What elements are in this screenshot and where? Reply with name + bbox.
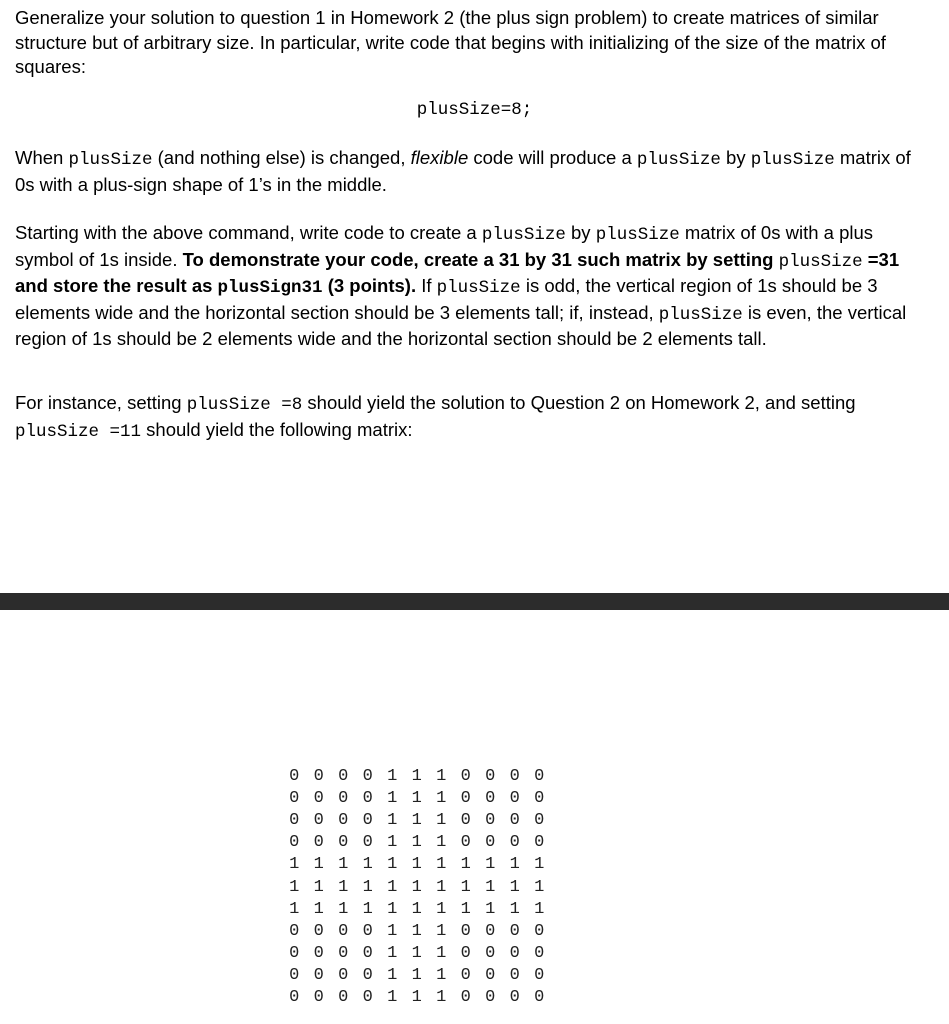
matrix-cell: 1 bbox=[436, 877, 447, 897]
matrix-cell: 0 bbox=[509, 788, 520, 808]
matrix-cell: 0 bbox=[313, 766, 324, 786]
matrix-cell: 0 bbox=[338, 988, 349, 1008]
matrix-cell: 0 bbox=[485, 921, 496, 941]
matrix-cell: 0 bbox=[460, 788, 471, 808]
matrix-cell: 0 bbox=[509, 921, 520, 941]
matrix-cell: 1 bbox=[411, 899, 422, 919]
code-plussize: plusSize bbox=[436, 278, 521, 298]
emphasis-flexible: flexible bbox=[410, 147, 469, 168]
flexible-code-paragraph bbox=[15, 146, 915, 197]
matrix-cell: 1 bbox=[313, 899, 324, 919]
matrix-cell: 1 bbox=[436, 966, 447, 986]
matrix-cell: 1 bbox=[411, 944, 422, 964]
matrix-cell: 0 bbox=[313, 966, 324, 986]
text-run: When bbox=[15, 147, 69, 168]
matrix-cell: 0 bbox=[534, 788, 545, 808]
example-matrix bbox=[282, 765, 552, 1009]
matrix-cell: 0 bbox=[509, 966, 520, 986]
matrix-cell: 1 bbox=[485, 877, 496, 897]
matrix-cell: 1 bbox=[485, 899, 496, 919]
code-value-8: =8 bbox=[270, 395, 303, 415]
text-run: by bbox=[720, 147, 751, 168]
matrix-cell: 1 bbox=[387, 944, 398, 964]
matrix-cell: 0 bbox=[460, 833, 471, 853]
matrix-cell: 0 bbox=[460, 766, 471, 786]
code-plussize: plusSize bbox=[778, 251, 863, 272]
matrix-cell: 1 bbox=[436, 810, 447, 830]
matrix-cell: 1 bbox=[387, 877, 398, 897]
matrix-row bbox=[282, 787, 552, 809]
matrix-cell: 1 bbox=[338, 899, 349, 919]
matrix-cell: 0 bbox=[338, 921, 349, 941]
matrix-cell: 1 bbox=[534, 899, 545, 919]
matrix-cell: 1 bbox=[289, 877, 300, 897]
code-plussize: plusSize bbox=[595, 225, 680, 245]
matrix-cell: 1 bbox=[411, 966, 422, 986]
text-run: is even, the vertical region of 1s should be 2 elements wide and the horizontal section should be 2 elements tall. bbox=[15, 301, 907, 349]
matrix-cell: 1 bbox=[411, 877, 422, 897]
matrix-cell: 0 bbox=[338, 766, 349, 786]
matrix-cell: 0 bbox=[362, 966, 373, 986]
code-plussize: plusSize bbox=[68, 150, 153, 170]
matrix-cell: 0 bbox=[460, 810, 471, 830]
matrix-cell: 0 bbox=[289, 944, 300, 964]
matrix-cell: 1 bbox=[387, 988, 398, 1008]
matrix-cell: 0 bbox=[362, 833, 373, 853]
matrix-cell: 0 bbox=[485, 944, 496, 964]
text-run: (and nothing else) is changed, bbox=[152, 147, 411, 168]
matrix-row bbox=[282, 765, 552, 787]
matrix-cell: 0 bbox=[362, 921, 373, 941]
matrix-cell: 1 bbox=[387, 899, 398, 919]
matrix-cell: 1 bbox=[436, 944, 447, 964]
matrix-cell: 1 bbox=[411, 921, 422, 941]
matrix-cell: 1 bbox=[509, 899, 520, 919]
matrix-cell: 0 bbox=[289, 988, 300, 1008]
matrix-cell: 1 bbox=[436, 855, 447, 875]
text-run: code will produce a bbox=[468, 147, 637, 168]
matrix-cell: 0 bbox=[509, 766, 520, 786]
matrix-cell: 0 bbox=[362, 788, 373, 808]
matrix-cell: 0 bbox=[460, 988, 471, 1008]
example-paragraph bbox=[15, 391, 915, 444]
matrix-cell: 1 bbox=[460, 877, 471, 897]
matrix-cell: 0 bbox=[534, 921, 545, 941]
matrix-row bbox=[282, 876, 552, 898]
matrix-cell: 0 bbox=[460, 966, 471, 986]
matrix-cell: 1 bbox=[362, 877, 373, 897]
matrix-cell: 0 bbox=[362, 810, 373, 830]
matrix-cell: 1 bbox=[387, 766, 398, 786]
matrix-cell: 1 bbox=[338, 877, 349, 897]
matrix-cell: 0 bbox=[338, 788, 349, 808]
matrix-cell: 1 bbox=[509, 877, 520, 897]
matrix-cell: 1 bbox=[387, 966, 398, 986]
matrix-cell: 1 bbox=[387, 810, 398, 830]
matrix-cell: 1 bbox=[436, 766, 447, 786]
matrix-cell: 0 bbox=[509, 988, 520, 1008]
intro-paragraph: Generalize your solution to question 1 in Homework 2 (the plus sign problem) to create matrices of similar structure but of arbitrary size. In particular, write code that begins with initializing of the size of the matrix of squares: bbox=[15, 7, 886, 77]
matrix-cell: 1 bbox=[338, 855, 349, 875]
matrix-cell: 0 bbox=[485, 833, 496, 853]
matrix-cell: 1 bbox=[387, 833, 398, 853]
matrix-cell: 0 bbox=[338, 810, 349, 830]
matrix-cell: 0 bbox=[338, 966, 349, 986]
matrix-cell: 1 bbox=[460, 899, 471, 919]
matrix-cell: 0 bbox=[338, 833, 349, 853]
matrix-row bbox=[282, 987, 552, 1009]
text-run: should yield the solution to Question 2 on Homework 2, and setting bbox=[302, 392, 856, 413]
matrix-cell: 0 bbox=[534, 833, 545, 853]
matrix-cell: 0 bbox=[289, 921, 300, 941]
text-run: should yield the following matrix: bbox=[141, 418, 413, 440]
matrix-cell: 1 bbox=[436, 833, 447, 853]
text-run: For instance, setting bbox=[15, 392, 187, 413]
matrix-cell: 0 bbox=[362, 766, 373, 786]
matrix-cell: 0 bbox=[338, 944, 349, 964]
code-plussize: plusSize bbox=[15, 421, 100, 442]
matrix-row bbox=[282, 832, 552, 854]
matrix-cell: 1 bbox=[509, 855, 520, 875]
matrix-row bbox=[282, 965, 552, 987]
matrix-cell: 0 bbox=[534, 766, 545, 786]
matrix-cell: 0 bbox=[313, 788, 324, 808]
matrix-cell: 0 bbox=[509, 810, 520, 830]
matrix-cell: 1 bbox=[411, 766, 422, 786]
matrix-row bbox=[282, 854, 552, 876]
matrix-cell: 0 bbox=[289, 788, 300, 808]
matrix-cell: 0 bbox=[362, 988, 373, 1008]
matrix-cell: 1 bbox=[411, 788, 422, 808]
instructions-paragraph bbox=[15, 221, 915, 352]
code-plussize: plusSize bbox=[658, 304, 743, 325]
matrix-cell: 1 bbox=[411, 855, 422, 875]
text-run: Starting with the above command, write code to create a bbox=[15, 222, 482, 243]
matrix-cell: 0 bbox=[534, 944, 545, 964]
matrix-cell: 0 bbox=[534, 810, 545, 830]
text-run: matrix of 0s with a plus-sign shape of 1’s in the middle. bbox=[15, 147, 911, 195]
matrix-cell: 1 bbox=[411, 988, 422, 1008]
matrix-cell: 1 bbox=[436, 899, 447, 919]
matrix-cell: 1 bbox=[485, 855, 496, 875]
text-run: by bbox=[565, 222, 596, 243]
matrix-cell: 0 bbox=[534, 988, 545, 1008]
matrix-cell: 0 bbox=[313, 833, 324, 853]
matrix-cell: 0 bbox=[460, 921, 471, 941]
matrix-cell: 0 bbox=[460, 944, 471, 964]
matrix-cell: 0 bbox=[509, 833, 520, 853]
matrix-cell: 0 bbox=[313, 810, 324, 830]
matrix-cell: 0 bbox=[289, 833, 300, 853]
matrix-cell: 1 bbox=[289, 899, 300, 919]
matrix-cell: 1 bbox=[387, 921, 398, 941]
text-run: matrix of 0s with a plus symbol of 1s inside. bbox=[15, 222, 874, 270]
matrix-cell: 0 bbox=[289, 810, 300, 830]
bold-requirement: =31 and store the result as bbox=[15, 248, 900, 296]
page-divider-bar bbox=[0, 593, 949, 610]
matrix-cell: 1 bbox=[411, 833, 422, 853]
code-line-plussize: plusSize=8; bbox=[416, 100, 533, 120]
matrix-cell: 0 bbox=[362, 944, 373, 964]
matrix-cell: 0 bbox=[485, 810, 496, 830]
matrix-cell: 0 bbox=[289, 766, 300, 786]
bold-points: (3 points). bbox=[322, 275, 417, 296]
matrix-cell: 1 bbox=[436, 921, 447, 941]
code-plussign31: plusSign31 bbox=[217, 278, 323, 298]
matrix-cell: 1 bbox=[313, 855, 324, 875]
code-plussize: plusSize bbox=[186, 395, 271, 415]
matrix-cell: 0 bbox=[485, 788, 496, 808]
matrix-cell: 1 bbox=[436, 988, 447, 1008]
matrix-cell: 1 bbox=[362, 855, 373, 875]
matrix-cell: 0 bbox=[485, 766, 496, 786]
matrix-row bbox=[282, 809, 552, 831]
text-run: is odd, the vertical region of 1s should be 3 elements wide and the horizontal section should be 3 elements tall; if, instead, bbox=[15, 275, 878, 323]
matrix-cell: 0 bbox=[509, 944, 520, 964]
matrix-cell: 1 bbox=[313, 877, 324, 897]
matrix-row bbox=[282, 898, 552, 920]
matrix-cell: 0 bbox=[534, 966, 545, 986]
matrix-cell: 1 bbox=[362, 899, 373, 919]
matrix-cell: 0 bbox=[289, 966, 300, 986]
matrix-cell: 1 bbox=[436, 788, 447, 808]
code-plussize: plusSize bbox=[636, 150, 721, 170]
matrix-cell: 0 bbox=[485, 988, 496, 1008]
matrix-row bbox=[282, 920, 552, 942]
matrix-cell: 1 bbox=[387, 788, 398, 808]
matrix-cell: 0 bbox=[313, 944, 324, 964]
matrix-cell: 1 bbox=[534, 855, 545, 875]
matrix-cell: 1 bbox=[460, 855, 471, 875]
matrix-row bbox=[282, 943, 552, 965]
text-run: If bbox=[416, 275, 437, 296]
code-plussize: plusSize bbox=[750, 150, 835, 170]
code-plussize: plusSize bbox=[481, 225, 566, 245]
matrix-cell: 0 bbox=[313, 988, 324, 1008]
matrix-cell: 1 bbox=[289, 855, 300, 875]
code-value-11: =11 bbox=[99, 421, 142, 442]
bold-requirement: To demonstrate your code, create a 31 by 31 such matrix by setting bbox=[182, 248, 779, 270]
matrix-cell: 1 bbox=[411, 810, 422, 830]
matrix-cell: 1 bbox=[387, 855, 398, 875]
matrix-cell: 0 bbox=[313, 921, 324, 941]
matrix-cell: 0 bbox=[485, 966, 496, 986]
matrix-cell: 1 bbox=[534, 877, 545, 897]
